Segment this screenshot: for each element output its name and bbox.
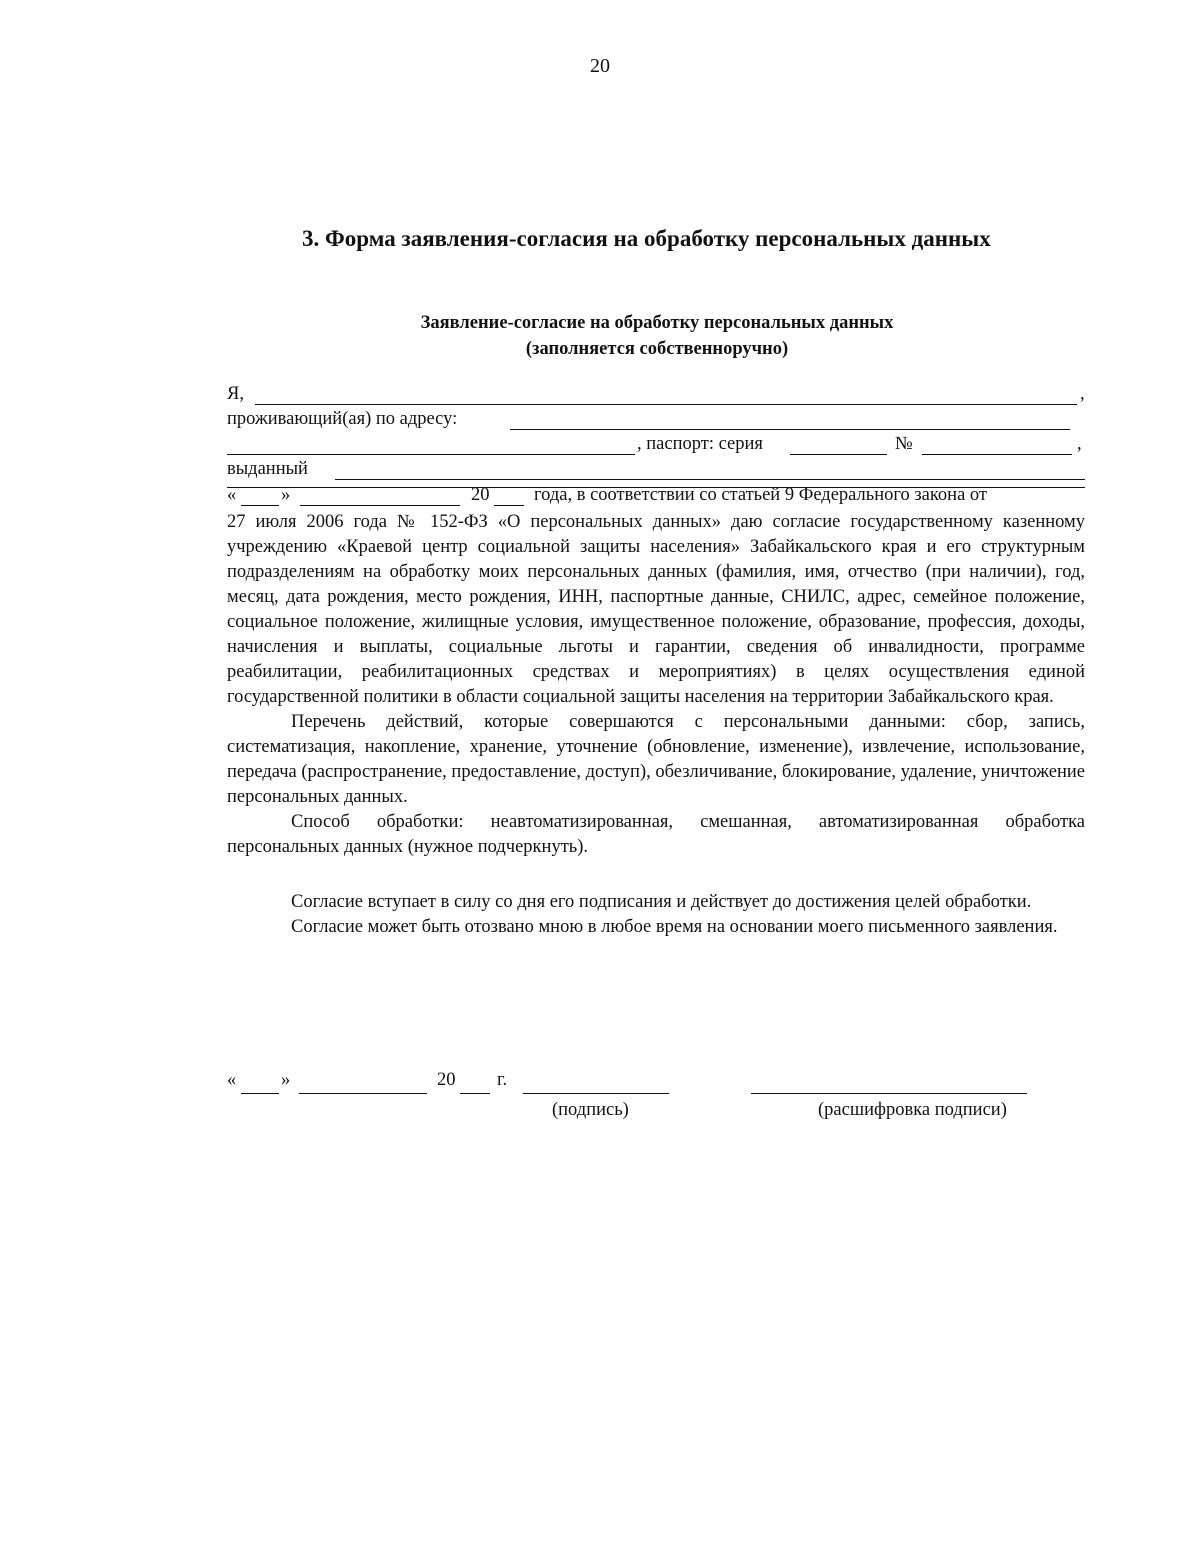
ya-label: Я, [227, 384, 244, 404]
document-title-line2: (заполняется собственноручно) [525, 339, 789, 359]
passport-comma: , [1077, 434, 1082, 454]
passport-series-line[interactable] [790, 454, 887, 455]
passport-number-sign: № [895, 434, 913, 454]
document-title [0, 310, 1200, 362]
page-number: 20 [590, 55, 610, 77]
issue-date-quote-open: « [227, 485, 237, 505]
address-line-continued[interactable] [227, 454, 635, 455]
issue-date-quote-close: » [281, 485, 291, 505]
issue-month-line[interactable] [300, 505, 460, 506]
signature-row [227, 1070, 1085, 1100]
actions-paragraph: Перечень действий, которые совершаются с персональными данными: сбор, запись, систематизация, накопление, хранение, уточнение (обновление, изменение), извлечение, использование, передача (распространение, предоставление, доступ), обезличивание, блокирование, удаление, уничтожение персональных данных. [227, 712, 1085, 807]
revocation-paragraph: Согласие может быть отозвано мною в любое время на основании моего письменного заявления. [291, 917, 1058, 937]
signature-date-quote-open: « [227, 1070, 237, 1090]
signature-date-quote-close: » [281, 1070, 291, 1090]
signature-decode-line[interactable] [751, 1093, 1027, 1094]
issued-label: выданный [227, 459, 308, 479]
issue-year-prefix: 20 [471, 485, 490, 505]
address-field-row [227, 408, 1085, 433]
signature-decode-caption: (расшифровка подписи) [818, 1100, 1007, 1120]
document-body [227, 510, 1085, 940]
trailing-comma: , [1080, 384, 1085, 404]
signature-caption: (подпись) [552, 1100, 629, 1120]
consent-paragraph-start: года, в соответствии со статьей 9 Федерального закона от [534, 485, 988, 505]
consent-paragraph-rest: 27 июля 2006 года № 152-ФЗ «О персональных данных» даю согласие государственному казенному учреждению «Краевой центр социальной защиты населения» Забайкальского края и его структурным подразделениям на обработку моих персональных данных (фамилия, имя, отчество (при наличии), год, месяц, дата рождения, место рождения, ИНН, паспортные данные, СНИЛС, адрес, семейное положение, социальное положение, жилищные условия, имущественное положение, образование, профессия, доходы, начисления и выплаты, социальные льготы и гарантии, сведения об инвалидности, программе реабилитации, реабилитационных средствах и мероприятиях) в целях осуществления единой государственной политики в области социальной защиты населения на территории Забайкальского края. [227, 512, 1085, 707]
document-title-line1: Заявление-согласие на обработку персональных данных [420, 313, 894, 333]
signature-month-line[interactable] [299, 1093, 427, 1094]
issue-year-line[interactable] [494, 505, 524, 506]
address-line[interactable] [510, 429, 1070, 430]
passport-field-row [227, 433, 1085, 458]
paragraph-spacer [227, 860, 1085, 890]
signature-year-prefix: 20 [437, 1070, 456, 1090]
passport-series-label: , паспорт: серия [637, 434, 763, 454]
name-field-row [227, 383, 1085, 408]
full-name-line[interactable] [255, 404, 1077, 405]
section-title: 3. Форма заявления-согласия на обработку персональных данных [302, 226, 991, 251]
validity-paragraph: Согласие вступает в силу со дня его подписания и действует до достижения целей обработки. [291, 892, 1032, 912]
passport-number-line[interactable] [922, 454, 1072, 455]
signature-day-line[interactable] [241, 1093, 279, 1094]
processing-method-paragraph: Способ обработки: неавтоматизированная, смешанная, автоматизированная обработка персональных данных (нужное подчеркнуть). [227, 812, 1085, 857]
issue-day-line[interactable] [241, 505, 279, 506]
signature-year-suffix: г. [497, 1070, 508, 1090]
address-label: проживающий(ая) по адресу: [227, 409, 458, 429]
issue-date-row [227, 484, 1085, 509]
signature-line[interactable] [523, 1093, 669, 1094]
signature-year-line[interactable] [460, 1093, 490, 1094]
